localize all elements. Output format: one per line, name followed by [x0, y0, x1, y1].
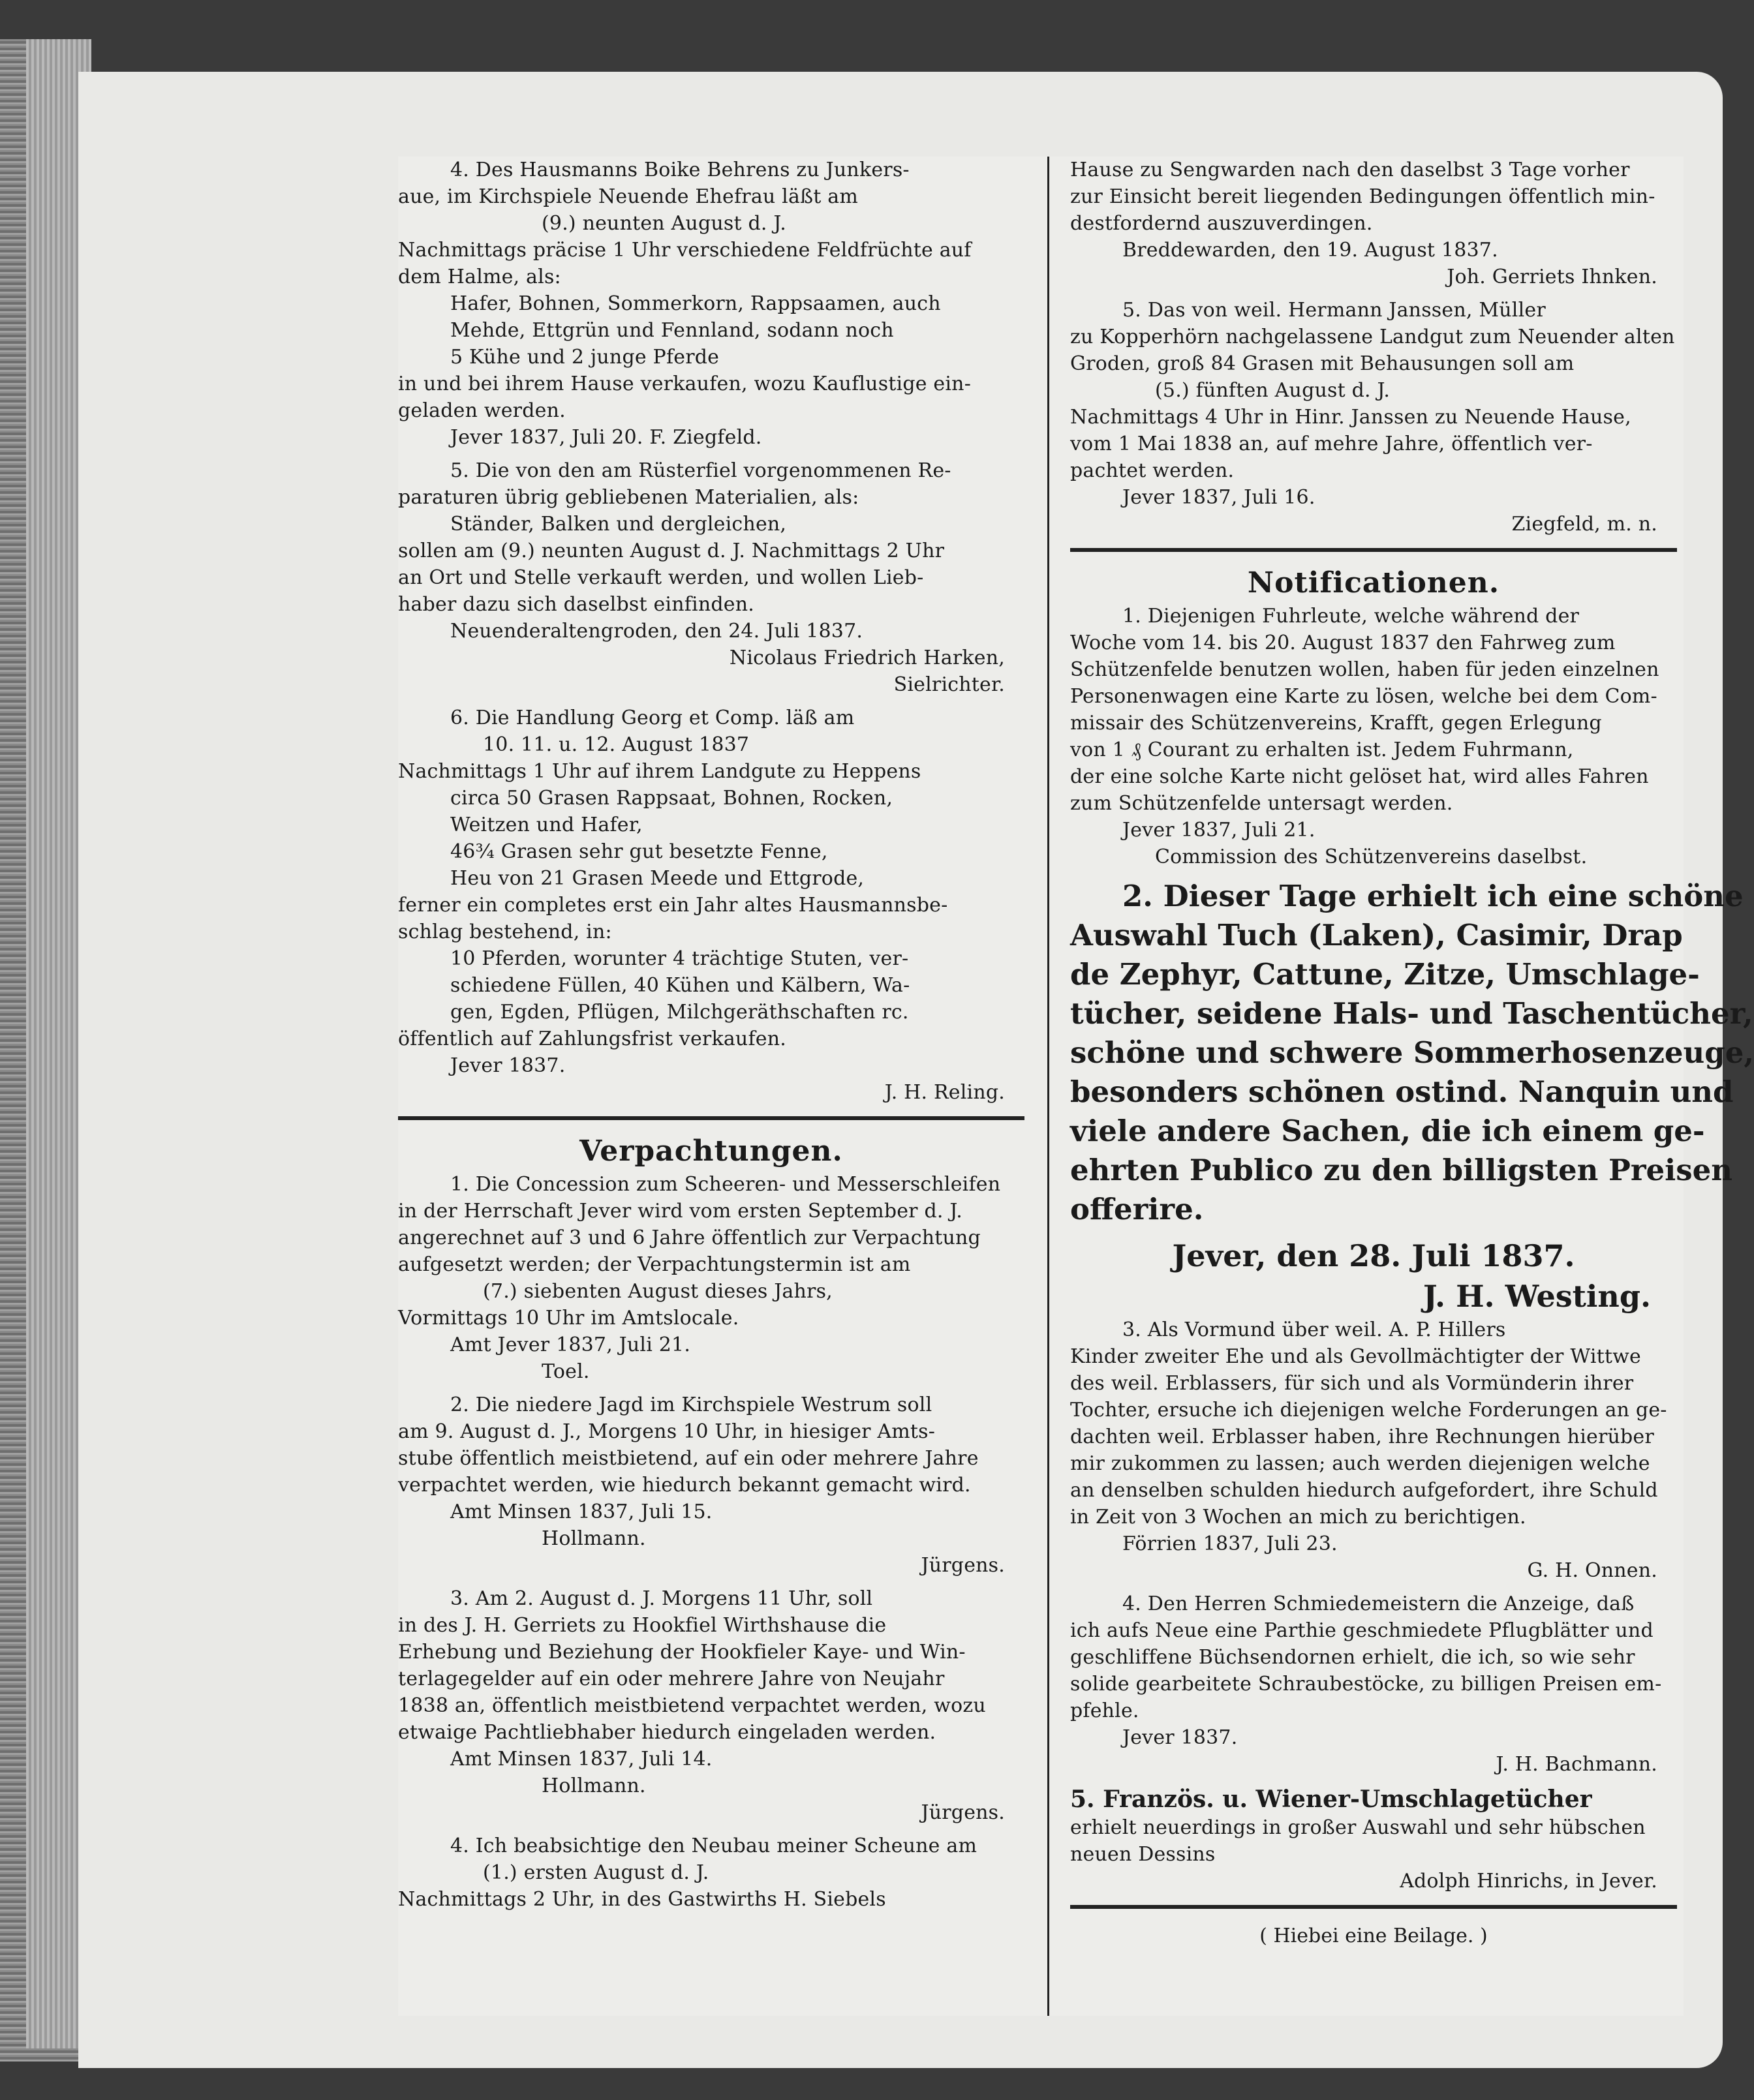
text-line: (9.) neunten August d. J.	[542, 212, 786, 235]
text-line: pachtet werden.	[1070, 459, 1235, 482]
text-line: offerire.	[1070, 1192, 1204, 1226]
text-line: Amt Minsen 1837, Juli 15.	[450, 1500, 713, 1523]
text-line: de Zephyr, Cattune, Zitze, Umschlage-	[1070, 957, 1700, 992]
text-line: 10. 11. u. 12. August 1837	[483, 733, 750, 756]
section-rule	[1070, 548, 1677, 552]
text-line: Joh. Gerriets Ihnken.	[1447, 266, 1657, 288]
text-line: 4. Ich beabsichtige den Neubau meiner Scheune am	[450, 1834, 977, 1857]
text-line: J. H. Bachmann.	[1496, 1753, 1657, 1776]
text-line: 10 Pferden, worunter 4 trächtige Stuten, ver-	[450, 947, 909, 970]
text-line: 2. Dieser Tage erhielt ich eine schöne	[1122, 879, 1744, 913]
text-line: ferner ein completes erst ein Jahr altes Hausmannsbe-	[398, 894, 948, 917]
right-column	[1070, 157, 1754, 1951]
text-line: dem Halme, als:	[398, 266, 561, 288]
lease-notice-4	[398, 1833, 1024, 1913]
section-title-notificationen: Notificationen.	[1247, 566, 1500, 600]
column-divider	[1047, 157, 1049, 2016]
text-line: neuen Dessins	[1070, 1843, 1216, 1866]
text-line: Jever 1837, Juli 20. F. Ziegfeld.	[450, 426, 762, 449]
text-line: 1838 an, öffentlich meistbietend verpachtet werden, wozu	[398, 1694, 986, 1717]
auction-notice-5	[398, 457, 1024, 698]
text-line: schiedene Füllen, 40 Kühen und Kälbern, Wa-	[450, 974, 910, 997]
text-line: ich aufs Neue eine Parthie geschmiedete Pflugblätter und	[1070, 1619, 1654, 1642]
notification-2-signature: J. H. Westing.	[1423, 1279, 1651, 1314]
text-line: Groden, groß 84 Grasen mit Behausungen soll am	[1070, 352, 1575, 375]
text-line: Tochter, ersuche ich diejenigen welche Forderungen an ge-	[1070, 1399, 1667, 1422]
text-line: paraturen übrig gebliebenen Materialien, als:	[398, 486, 859, 509]
text-line: öffentlich auf Zahlungsfrist verkaufen.	[398, 1027, 786, 1050]
text-line: gen, Egden, Pflügen, Milchgeräthschaften rc.	[450, 1001, 909, 1024]
text-line: besonders schönen ostind. Nanquin und	[1070, 1074, 1734, 1109]
notification-4	[1070, 1590, 1677, 1778]
auction-notice-4	[398, 157, 1024, 451]
text-line: Jever 1837, Juli 16.	[1122, 486, 1316, 509]
text-line: Heu von 21 Grasen Meede und Ettgrode,	[450, 867, 865, 890]
text-line: haber dazu sich daselbst einfinden.	[398, 593, 754, 616]
text-line: geschliffene Büchsendornen erhielt, die ich, so wie sehr	[1070, 1646, 1635, 1669]
text-line: mir zukommen zu lassen; auch werden diejenigen welche	[1070, 1452, 1650, 1475]
text-line: Personenwagen eine Karte zu lösen, welche bei dem Com-	[1070, 685, 1657, 708]
text-line: des weil. Erblassers, für sich und als Vormünderin ihrer	[1070, 1372, 1634, 1395]
text-line: Ständer, Balken und dergleichen,	[450, 513, 787, 536]
text-line: zur Einsicht bereit liegenden Bedingungen öffentlich min-	[1070, 185, 1655, 208]
text-line: Nicolaus Friedrich Harken,	[729, 647, 1005, 669]
text-line: Toel.	[542, 1360, 590, 1383]
lease-notice-5	[1070, 297, 1677, 538]
text-line: erhielt neuerdings in großer Auswahl und sehr hübschen	[1070, 1816, 1646, 1839]
text-line: Hafer, Bohnen, Sommerkorn, Rappsaamen, auch	[450, 292, 941, 315]
text-line: Weitzen und Hafer,	[450, 814, 643, 836]
text-line: Hause zu Sengwarden nach den daselbst 3 Tage vorher	[1070, 159, 1630, 181]
text-line: angerechnet auf 3 und 6 Jahre öffentlich zur Verpachtung	[398, 1226, 981, 1249]
text-line: terlagegelder auf ein oder mehrere Jahre von Neujahr	[398, 1667, 945, 1690]
supplement-note: ( Hiebei eine Beilage. )	[1259, 1925, 1488, 1947]
text-line: 5. Das von weil. Hermann Janssen, Müller	[1122, 299, 1546, 322]
text-line: (5.) fünften August d. J.	[1155, 379, 1391, 402]
section-rule	[398, 1116, 1024, 1120]
section-title-verpachtungen: Verpachtungen.	[579, 1134, 843, 1168]
notification-2-date: Jever, den 28. Juli 1837.	[1172, 1238, 1575, 1273]
text-line: tücher, seidene Hals- und Taschentücher,	[1070, 996, 1753, 1031]
text-line: sollen am (9.) neunten August d. J. Nachmittags 2 Uhr	[398, 540, 945, 562]
notification-1	[1070, 603, 1677, 870]
text-line: 4. Des Hausmanns Boike Behrens zu Junkers-	[450, 159, 910, 181]
text-line: Schützenfelde benutzen wollen, haben für jeden einzelnen	[1070, 658, 1659, 681]
text-line: Adolph Hinrichs, in Jever.	[1400, 1870, 1657, 1893]
text-line: Förrien 1837, Juli 23.	[1122, 1532, 1338, 1555]
text-line: (1.) ersten August d. J.	[483, 1861, 709, 1884]
text-line: schlag bestehend, in:	[398, 921, 612, 943]
text-line: viele andere Sachen, die ich einem ge-	[1070, 1114, 1705, 1148]
text-line: (7.) siebenten August dieses Jahrs,	[483, 1280, 833, 1303]
text-line: 4. Den Herren Schmiedemeistern die Anzeige, daß	[1122, 1592, 1635, 1615]
left-column	[398, 157, 1024, 1919]
text-line: Erhebung und Beziehung der Hookfieler Kaye- und Win-	[398, 1641, 966, 1664]
text-line: schöne und schwere Sommerhosenzeuge,	[1070, 1035, 1754, 1070]
text-line: an Ort und Stelle verkauft werden, und wollen Lieb-	[398, 566, 924, 589]
text-line: Nachmittags 4 Uhr in Hinr. Janssen zu Neuende Hause,	[1070, 406, 1631, 429]
text-line: 6. Die Handlung Georg et Comp. läß am	[450, 707, 855, 729]
lease-notice-3	[398, 1585, 1024, 1826]
text-line: Neuenderaltengroden, den 24. Juli 1837.	[450, 620, 863, 643]
newspaper-page	[78, 72, 1754, 2068]
text-line: stube öffentlich meistbietend, auf ein oder mehrere Jahre	[398, 1447, 979, 1470]
text-line: G. H. Onnen.	[1527, 1559, 1657, 1582]
notification-5-heading: 5. Französ. u. Wiener-Umschlagetücher	[1070, 1786, 1592, 1813]
auction-notice-6	[398, 705, 1024, 1106]
text-line: zu Kopperhörn nachgelassene Landgut zum Neuender alten	[1070, 326, 1675, 348]
text-line: 46¾ Grasen sehr gut besetzte Fenne,	[450, 840, 828, 863]
text-line: dachten weil. Erblasser haben, ihre Rechnungen hierüber	[1070, 1425, 1654, 1448]
text-line: vom 1 Mai 1838 an, auf mehre Jahre, öffentlich ver-	[1070, 433, 1593, 455]
text-line: an denselben schulden hiedurch aufgefordert, ihre Schuld	[1070, 1479, 1658, 1502]
text-line: Commission des Schützenvereins daselbst.	[1155, 845, 1588, 868]
text-line: Breddewarden, den 19. August 1837.	[1122, 239, 1498, 262]
text-line: Jever 1837.	[1122, 1726, 1238, 1749]
text-line: Ziegfeld, m. n.	[1511, 513, 1657, 536]
text-line: Vormittags 10 Uhr im Amtslocale.	[398, 1307, 739, 1330]
text-line: 2. Die niedere Jagd im Kirchspiele Westrum soll	[450, 1393, 932, 1416]
notification-3	[1070, 1316, 1677, 1584]
text-line: Jever 1837, Juli 21.	[1122, 819, 1316, 842]
text-line: Kinder zweiter Ehe und als Gevollmächtigter der Wittwe	[1070, 1345, 1641, 1368]
text-line: Jürgens.	[921, 1801, 1005, 1824]
text-line: am 9. August d. J., Morgens 10 Uhr, in hiesiger Amts-	[398, 1420, 936, 1443]
notification-2-advertisement	[1070, 877, 1754, 1229]
text-line: in Zeit von 3 Wochen an mich zu berichtigen.	[1070, 1506, 1526, 1529]
lease-notice-4-continued	[1070, 157, 1677, 290]
section-rule	[1070, 1905, 1677, 1909]
text-line: 5 Kühe und 2 junge Pferde	[450, 346, 720, 369]
text-line: 1. Diejenigen Fuhrleute, welche während der	[1122, 605, 1580, 628]
lease-notice-1	[398, 1171, 1024, 1385]
text-line: Amt Minsen 1837, Juli 14.	[450, 1748, 713, 1771]
text-line: Nachmittags 1 Uhr auf ihrem Landgute zu Heppens	[398, 760, 921, 783]
text-line: Nachmittags 2 Uhr, in des Gastwirths H. Siebels	[398, 1888, 886, 1911]
text-line: 3. Als Vormund über weil. A. P. Hillers	[1122, 1318, 1506, 1341]
notification-5	[1070, 1814, 1677, 1895]
text-line: geladen werden.	[398, 399, 566, 422]
text-line: Auswahl Tuch (Laken), Casimir, Drap	[1070, 918, 1683, 952]
text-line: J. H. Reling.	[884, 1081, 1005, 1104]
text-line: Jürgens.	[921, 1554, 1005, 1577]
text-line: von 1 ₰ Courant zu erhalten ist. Jedem Fuhrmann,	[1070, 738, 1574, 761]
text-line: Sielrichter.	[893, 673, 1005, 696]
text-line: 3. Am 2. August d. J. Morgens 11 Uhr, soll	[450, 1587, 873, 1610]
text-line: aue, im Kirchspiele Neuende Ehefrau läßt am	[398, 185, 859, 208]
text-line: circa 50 Grasen Rappsaat, Bohnen, Rocken,	[450, 787, 893, 810]
text-line: verpachtet werden, wie hiedurch bekannt gemacht wird.	[398, 1474, 971, 1497]
text-line: Jever 1837.	[450, 1054, 566, 1077]
text-line: etwaige Pachtliebhaber hiedurch eingeladen werden.	[398, 1721, 936, 1744]
text-line: pfehle.	[1070, 1699, 1139, 1722]
text-line: 1. Die Concession zum Scheeren- und Messerschleifen	[450, 1173, 1001, 1196]
text-line: missair des Schützenvereins, Krafft, gegen Erlegung	[1070, 712, 1602, 735]
text-line: solide gearbeitete Schraubestöcke, zu billigen Preisen em-	[1070, 1673, 1662, 1696]
text-line: aufgesetzt werden; der Verpachtungstermin ist am	[398, 1253, 911, 1276]
text-line: der eine solche Karte nicht gelöset hat, wird alles Fahren	[1070, 765, 1649, 788]
text-line: in des J. H. Gerriets zu Hookfiel Wirthshause die	[398, 1614, 887, 1637]
text-line: destfordernd auszuverdingen.	[1070, 212, 1373, 235]
text-line: Nachmittags präcise 1 Uhr verschiedene Feldfrüchte auf	[398, 239, 972, 262]
page-print-area	[398, 157, 1754, 2016]
text-line: in der Herrschaft Jever wird vom ersten September d. J.	[398, 1200, 962, 1223]
lease-notice-2	[398, 1392, 1024, 1579]
text-line: ehrten Publico zu den billigsten Preisen	[1070, 1153, 1732, 1187]
text-line: Hollmann.	[542, 1774, 646, 1797]
text-line: Mehde, Ettgrün und Fennland, sodann noch	[450, 319, 894, 342]
text-line: Hollmann.	[542, 1527, 646, 1550]
text-line: in und bei ihrem Hause verkaufen, wozu Kauflustige ein-	[398, 373, 972, 395]
text-line: Woche vom 14. bis 20. August 1837 den Fahrweg zum	[1070, 632, 1616, 654]
text-line: zum Schützenfelde untersagt werden.	[1070, 792, 1453, 815]
text-line: Amt Jever 1837, Juli 21.	[450, 1333, 691, 1356]
text-line: 5. Die von den am Rüsterfiel vorgenommenen Re-	[450, 459, 951, 482]
